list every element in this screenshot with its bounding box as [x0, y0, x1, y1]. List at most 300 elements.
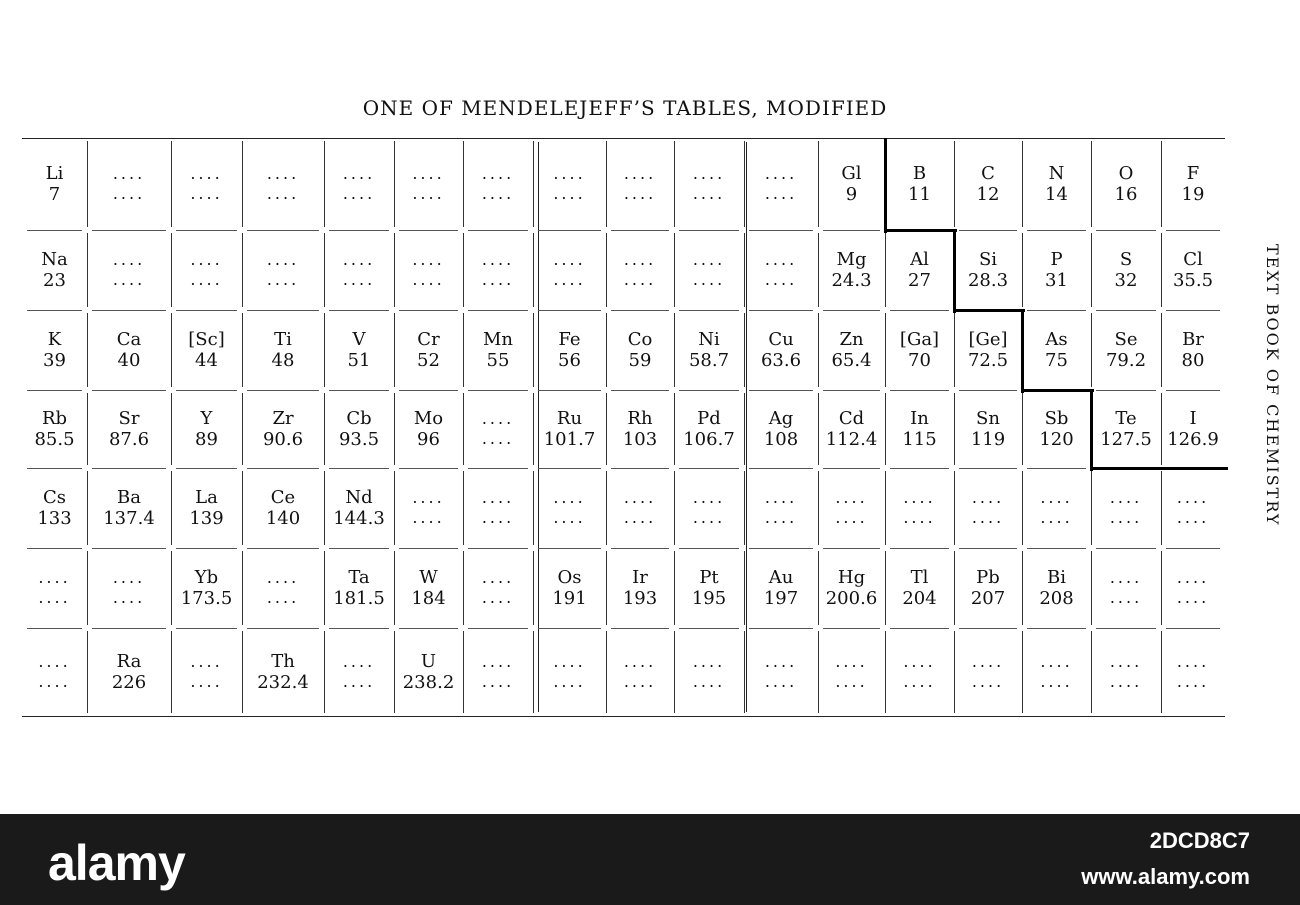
empty-cell — [606, 230, 674, 310]
atomic-weight: 207 — [970, 588, 1006, 609]
element-cell — [242, 390, 324, 468]
side-running-head: TEXT BOOK OF CHEMISTRY — [1263, 244, 1282, 527]
atomic-weight: 23 — [43, 270, 66, 291]
element-cell — [394, 628, 463, 716]
row-divider — [176, 468, 237, 469]
column-divider — [324, 233, 325, 307]
row-divider — [468, 468, 528, 469]
column-divider — [1161, 313, 1162, 387]
placeholder-dots: .... — [412, 488, 445, 507]
placeholder-dots: .... — [971, 488, 1005, 507]
column-divider — [744, 393, 745, 465]
placeholder-dots: .... — [1109, 488, 1143, 507]
row-divider — [1166, 628, 1220, 629]
column-divider — [171, 631, 172, 713]
empty-cell — [1091, 628, 1161, 716]
placeholder-dots: .... — [266, 568, 300, 587]
atomic-weight: 14 — [1045, 184, 1068, 205]
placeholder-dots: .... — [266, 164, 300, 183]
element-symbol: C — [981, 163, 995, 184]
placeholder-dots: .... — [412, 250, 445, 269]
column-divider — [1022, 631, 1023, 713]
placeholder-dots: .... — [342, 672, 376, 691]
placeholder-dots: .... — [412, 270, 445, 289]
empty-cell — [674, 138, 744, 230]
empty-cell — [463, 548, 533, 628]
placeholder-dots: .... — [1176, 588, 1210, 607]
atomic-weight: 7 — [48, 184, 61, 205]
placeholder-dots: .... — [903, 508, 936, 527]
row-divider — [176, 230, 237, 231]
empty-cell — [324, 138, 394, 230]
element-cell — [394, 390, 463, 468]
atomic-weight: 72.5 — [967, 350, 1009, 371]
column-divider — [242, 471, 243, 545]
column-divider — [744, 631, 745, 713]
empty-cell — [885, 468, 954, 548]
row-divider — [27, 628, 82, 629]
atomic-weight: 12 — [976, 184, 1000, 205]
atomic-weight: 204 — [902, 588, 937, 609]
atomic-weight: 11 — [908, 184, 931, 205]
column-divider — [674, 393, 675, 465]
empty-cell — [1022, 628, 1091, 716]
element-cell — [324, 468, 394, 548]
placeholder-dots: .... — [266, 270, 300, 289]
element-symbol: Gl — [841, 163, 862, 184]
placeholder-dots: .... — [1040, 672, 1073, 691]
atomic-weight: 9 — [845, 184, 858, 205]
atomic-weight: 56 — [558, 350, 581, 371]
row-divider — [538, 230, 601, 231]
element-symbol: Ni — [698, 329, 720, 350]
placeholder-dots: .... — [764, 250, 798, 269]
column-divider — [674, 233, 675, 307]
placeholder-dots: .... — [764, 508, 798, 527]
element-symbol: W — [419, 567, 438, 588]
placeholder-dots: .... — [481, 270, 515, 289]
column-divider — [324, 631, 325, 713]
row-divider — [959, 468, 1017, 469]
atomic-weight: 79.2 — [1105, 350, 1147, 371]
element-symbol: Nd — [345, 487, 373, 508]
placeholder-dots: .... — [412, 508, 445, 527]
atomic-weight: 238.2 — [402, 672, 455, 693]
column-divider — [394, 141, 395, 227]
element-symbol: Br — [1182, 329, 1204, 350]
atomic-weight: 181.5 — [333, 588, 385, 609]
empty-cell — [242, 230, 324, 310]
empty-cell — [324, 230, 394, 310]
atomic-weight: 55 — [486, 350, 510, 371]
empty-cell — [818, 468, 885, 548]
placeholder-dots: .... — [266, 250, 300, 269]
placeholder-dots: .... — [342, 270, 376, 289]
element-cell — [1091, 138, 1161, 230]
element-symbol: Mo — [413, 408, 444, 429]
column-divider — [606, 631, 607, 713]
placeholder-dots: .... — [623, 270, 657, 289]
atomic-weight: 139 — [189, 508, 224, 529]
atomic-weight: 32 — [1114, 270, 1138, 291]
element-cell — [22, 230, 87, 310]
row-divider — [823, 628, 880, 629]
element-symbol: V — [352, 329, 366, 350]
row-divider — [749, 230, 813, 231]
row-divider — [1096, 628, 1156, 629]
empty-cell — [533, 628, 606, 716]
empty-cell — [87, 548, 171, 628]
column-divider — [87, 393, 88, 465]
placeholder-dots: .... — [835, 488, 868, 507]
column-divider — [87, 233, 88, 307]
column-divider — [1022, 471, 1023, 545]
atomic-weight: 89 — [195, 429, 218, 450]
row-divider — [679, 310, 739, 311]
row-divider — [1166, 310, 1220, 311]
placeholder-dots: .... — [764, 270, 798, 289]
column-divider — [533, 233, 534, 307]
placeholder-dots: .... — [623, 488, 657, 507]
placeholder-dots: .... — [481, 250, 515, 269]
element-cell — [87, 390, 171, 468]
placeholder-dots: .... — [553, 488, 586, 507]
placeholder-dots: .... — [481, 588, 515, 607]
element-cell — [818, 138, 885, 230]
row-divider — [1096, 390, 1156, 391]
column-divider — [885, 233, 886, 307]
element-symbol: [Ge] — [968, 329, 1008, 350]
atomic-weight: 191 — [552, 588, 587, 609]
placeholder-dots: .... — [553, 270, 586, 289]
element-symbol: Ag — [768, 408, 794, 429]
atomic-weight: 16 — [1114, 184, 1138, 205]
element-cell — [87, 310, 171, 390]
column-divider — [885, 551, 886, 625]
placeholder-dots: .... — [692, 508, 726, 527]
atomic-weight: 106.7 — [683, 429, 735, 450]
row-divider — [468, 310, 528, 311]
atomic-weight: 144.3 — [333, 508, 385, 529]
metal-nonmetal-boundary — [954, 309, 1025, 312]
element-cell — [1022, 138, 1091, 230]
empty-cell — [394, 468, 463, 548]
element-cell — [885, 230, 954, 310]
placeholder-dots: .... — [764, 652, 798, 671]
element-cell — [324, 310, 394, 390]
atomic-weight: 75 — [1045, 350, 1068, 371]
atomic-weight: 200.6 — [825, 588, 878, 609]
placeholder-dots: .... — [903, 652, 936, 671]
placeholder-dots: .... — [1109, 672, 1143, 691]
column-divider — [744, 141, 745, 227]
empty-cell — [171, 628, 242, 716]
placeholder-dots: .... — [190, 270, 223, 289]
empty-cell — [744, 138, 818, 230]
placeholder-dots: .... — [835, 652, 868, 671]
element-cell — [885, 548, 954, 628]
column-divider — [1022, 141, 1023, 227]
element-cell — [533, 548, 606, 628]
column-divider — [463, 313, 464, 387]
element-symbol: Ce — [270, 487, 296, 508]
column-divider — [1161, 631, 1162, 713]
placeholder-dots: .... — [190, 184, 223, 203]
placeholder-dots: .... — [692, 184, 726, 203]
watermark-url: www.alamy.com — [1081, 864, 1250, 889]
element-cell — [885, 138, 954, 230]
column-divider — [1161, 471, 1162, 545]
empty-cell — [954, 468, 1022, 548]
atomic-weight: 226 — [111, 672, 147, 693]
row-divider — [176, 390, 237, 391]
row-divider — [538, 628, 601, 629]
column-divider — [1161, 551, 1162, 625]
row-divider — [27, 468, 82, 469]
element-symbol: Ca — [116, 329, 142, 350]
row-divider — [890, 390, 949, 391]
row-divider — [538, 310, 601, 311]
empty-cell — [242, 548, 324, 628]
element-cell — [533, 310, 606, 390]
atomic-weight: 101.7 — [543, 429, 596, 450]
column-divider — [1022, 551, 1023, 625]
row-divider — [329, 310, 389, 311]
placeholder-dots: .... — [112, 568, 146, 587]
atomic-weight: 40 — [117, 350, 141, 371]
empty-cell — [324, 628, 394, 716]
placeholder-dots: .... — [1109, 652, 1143, 671]
row-divider — [1096, 230, 1156, 231]
element-cell — [606, 548, 674, 628]
row-divider — [890, 628, 949, 629]
placeholder-dots: .... — [764, 488, 798, 507]
empty-cell — [606, 138, 674, 230]
row-divider — [823, 310, 880, 311]
element-symbol: B — [912, 163, 927, 184]
atomic-weight: 39 — [43, 350, 66, 371]
metal-nonmetal-boundary — [884, 138, 887, 233]
element-cell — [394, 548, 463, 628]
column-divider — [242, 141, 243, 227]
atomic-weight: 193 — [622, 588, 658, 609]
element-cell — [744, 390, 818, 468]
column-divider — [242, 551, 243, 625]
row-divider — [329, 390, 389, 391]
row-divider — [329, 548, 389, 549]
element-symbol: Cb — [346, 408, 372, 429]
empty-cell — [22, 628, 87, 716]
element-symbol: Al — [910, 249, 929, 270]
column-divider — [885, 393, 886, 465]
element-cell — [394, 310, 463, 390]
placeholder-dots: .... — [1176, 652, 1210, 671]
column-divider — [533, 393, 534, 465]
element-cell — [324, 390, 394, 468]
row-divider — [749, 548, 813, 549]
atomic-weight: 28.3 — [967, 270, 1009, 291]
placeholder-dots: .... — [1040, 488, 1073, 507]
placeholder-dots: .... — [481, 164, 515, 183]
empty-cell — [463, 138, 533, 230]
row-divider — [92, 628, 166, 629]
column-divider — [463, 471, 464, 545]
empty-cell — [242, 138, 324, 230]
element-cell — [1022, 230, 1091, 310]
row-divider — [176, 628, 237, 629]
placeholder-dots: .... — [692, 652, 726, 671]
row-divider — [1096, 548, 1156, 549]
column-divider — [1091, 141, 1092, 227]
placeholder-dots: .... — [481, 508, 515, 527]
atomic-weight: 19 — [1181, 184, 1205, 205]
placeholder-dots: .... — [112, 270, 146, 289]
watermark-banner — [0, 814, 1300, 905]
placeholder-dots: .... — [623, 184, 657, 203]
atomic-weight: 80 — [1181, 350, 1205, 371]
row-divider — [679, 548, 739, 549]
atomic-weight: 115 — [902, 429, 937, 450]
element-cell — [885, 310, 954, 390]
row-divider — [1027, 628, 1086, 629]
column-divider — [242, 393, 243, 465]
placeholder-dots: .... — [342, 250, 376, 269]
atomic-weight: 65.4 — [831, 350, 872, 371]
placeholder-dots: .... — [190, 672, 223, 691]
atomic-weight: 44 — [195, 350, 218, 371]
metal-nonmetal-boundary — [1022, 389, 1094, 392]
row-divider — [890, 310, 949, 311]
row-divider — [611, 628, 669, 629]
element-symbol: Pt — [699, 567, 719, 588]
column-divider — [885, 631, 886, 713]
row-divider — [890, 468, 949, 469]
placeholder-dots: .... — [553, 250, 586, 269]
empty-cell — [463, 390, 533, 468]
empty-cell — [1091, 548, 1161, 628]
column-divider — [87, 313, 88, 387]
element-symbol: [Ga] — [899, 329, 940, 350]
row-divider — [247, 390, 319, 391]
element-cell — [818, 310, 885, 390]
atomic-weight: 184 — [411, 588, 446, 609]
group-separator-line — [538, 142, 539, 712]
atomic-weight: 93.5 — [338, 429, 380, 450]
element-symbol: Rh — [627, 408, 653, 429]
atomic-weight: 195 — [691, 588, 727, 609]
group-separator-line — [746, 142, 747, 712]
placeholder-dots: .... — [112, 164, 146, 183]
placeholder-dots: .... — [190, 250, 223, 269]
element-cell — [818, 390, 885, 468]
element-cell — [954, 138, 1022, 230]
element-cell — [1091, 310, 1161, 390]
placeholder-dots: .... — [971, 652, 1005, 671]
row-divider — [92, 468, 166, 469]
column-divider — [171, 233, 172, 307]
row-divider — [959, 628, 1017, 629]
placeholder-dots: .... — [38, 568, 71, 587]
row-divider — [611, 548, 669, 549]
atomic-weight: 133 — [37, 508, 72, 529]
placeholder-dots: .... — [412, 184, 445, 203]
placeholder-dots: .... — [764, 164, 798, 183]
column-divider — [954, 141, 955, 227]
row-divider — [679, 390, 739, 391]
row-divider — [399, 628, 458, 629]
column-divider — [171, 393, 172, 465]
atomic-weight: 87.6 — [108, 429, 150, 450]
element-cell — [533, 390, 606, 468]
empty-cell — [463, 628, 533, 716]
column-divider — [674, 551, 675, 625]
element-symbol: Pd — [697, 408, 721, 429]
atomic-weight: 63.6 — [760, 350, 802, 371]
element-symbol: Os — [557, 567, 582, 588]
placeholder-dots: .... — [190, 652, 223, 671]
empty-cell — [1161, 548, 1225, 628]
placeholder-dots: .... — [903, 488, 936, 507]
placeholder-dots: .... — [481, 672, 515, 691]
element-symbol: In — [910, 408, 929, 429]
element-cell — [1091, 230, 1161, 310]
column-divider — [242, 631, 243, 713]
element-symbol: Y — [200, 408, 213, 429]
placeholder-dots: .... — [342, 652, 376, 671]
row-divider — [399, 548, 458, 549]
row-divider — [611, 468, 669, 469]
placeholder-dots: .... — [38, 652, 71, 671]
column-divider — [954, 471, 955, 545]
placeholder-dots: .... — [553, 652, 586, 671]
empty-cell — [87, 230, 171, 310]
column-divider — [533, 313, 534, 387]
element-symbol: U — [420, 651, 437, 672]
row-divider — [1027, 230, 1086, 231]
column-divider — [954, 551, 955, 625]
column-divider — [1091, 551, 1092, 625]
row-divider — [27, 230, 82, 231]
element-symbol: Si — [978, 249, 998, 270]
empty-cell — [87, 138, 171, 230]
element-cell — [606, 390, 674, 468]
column-divider — [394, 233, 395, 307]
element-cell — [463, 310, 533, 390]
element-symbol: Cu — [768, 329, 794, 350]
element-symbol: Cl — [1183, 249, 1203, 270]
placeholder-dots: .... — [1176, 672, 1210, 691]
element-cell — [818, 230, 885, 310]
row-divider — [1166, 390, 1220, 391]
row-divider — [176, 548, 237, 549]
atomic-weight: 24.3 — [831, 270, 872, 291]
element-symbol: Fe — [558, 329, 581, 350]
atomic-weight: 112.4 — [825, 429, 878, 450]
placeholder-dots: .... — [481, 184, 515, 203]
empty-cell — [674, 468, 744, 548]
element-symbol: Tl — [910, 567, 929, 588]
element-symbol: Yb — [194, 567, 219, 588]
column-divider — [674, 313, 675, 387]
empty-cell — [533, 230, 606, 310]
element-symbol: Cd — [838, 408, 865, 429]
row-divider — [538, 548, 601, 549]
column-divider — [744, 233, 745, 307]
column-divider — [394, 471, 395, 545]
row-divider — [176, 310, 237, 311]
placeholder-dots: .... — [692, 164, 726, 183]
element-cell — [1161, 310, 1225, 390]
